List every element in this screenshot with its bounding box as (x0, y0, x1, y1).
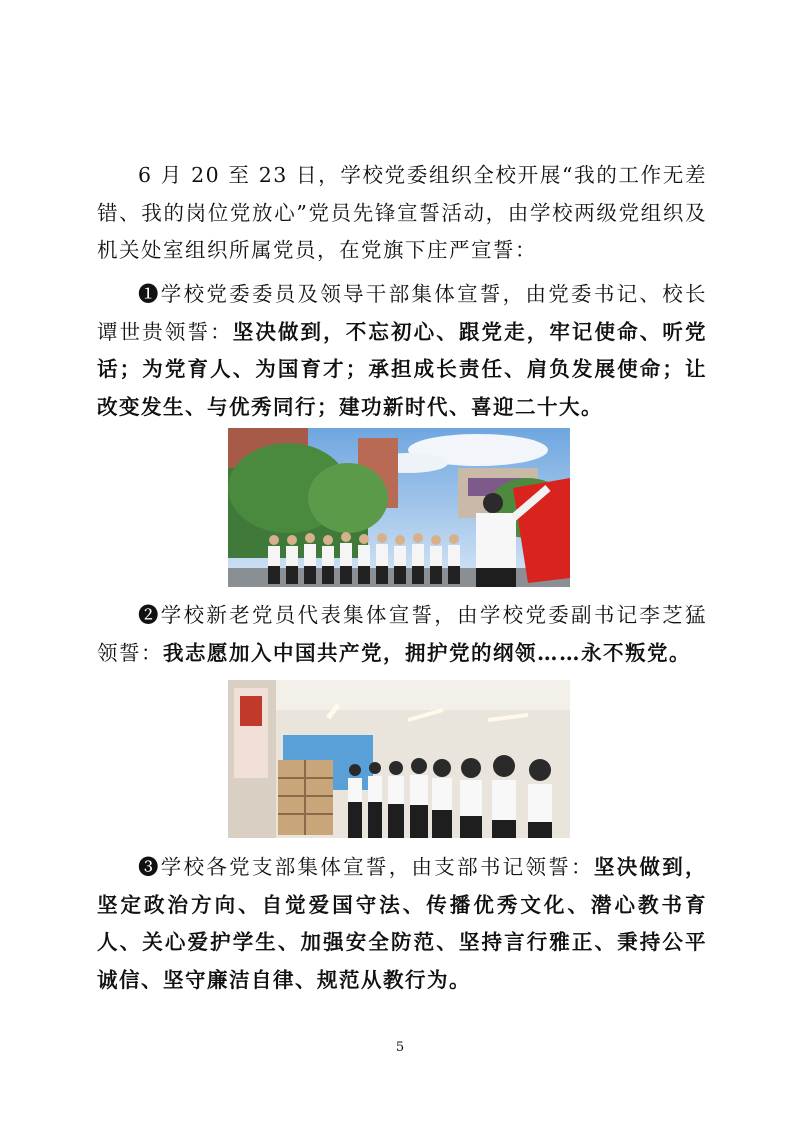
indoor-oath-photo (228, 680, 570, 838)
intro-paragraph: 6 月 20 至 23 日，学校党委组织全校开展“我的工作无差错、我的岗位党放心”党员先锋宣誓活动，由学校两级党组织及机关处室组织所属党员，在党旗下庄严宣誓： (97, 163, 707, 262)
oath-item-1-lead: ❶学校党委委员及领导干部集体宣誓，由党委书记、校长谭世贵领誓： (97, 282, 707, 344)
oath-item-3-text: 坚决做到，坚定政治方向、自觉爱国守法、传播优秀文化、潜心教书育人、关心爱护学生、加强安全防范、坚持言行雅正、秉持公平诚信、坚守廉洁自律、规范从教行为。 (97, 855, 708, 992)
oath-item-3 (97, 849, 707, 999)
oath-item-3-lead: ❸学校各党支部集体宣誓，由支部书记领誓： (138, 855, 594, 879)
indoor-oath-illustration (228, 680, 570, 838)
oath-item-2-text: 我志愿加入中国共产党，拥护党的纲领……永不叛党。 (163, 640, 691, 665)
oath-item-2 (97, 597, 707, 672)
oath-item-2-lead: ❷学校新老党员代表集体宣誓，由学校党委副书记李芝猛领誓： (97, 603, 707, 665)
outdoor-oath-illustration (228, 428, 570, 587)
outdoor-oath-photo (228, 428, 570, 587)
oath-item-1 (97, 276, 707, 426)
page-number: 5 (395, 1040, 405, 1055)
oath-item-1-text: 坚决做到，不忘初心、跟党走，牢记使命、听党话；为党育人、为国育才；承担成长责任、肩负发展使命；让改变发生、与优秀同行；建功新时代、喜迎二十大。 (97, 319, 708, 419)
